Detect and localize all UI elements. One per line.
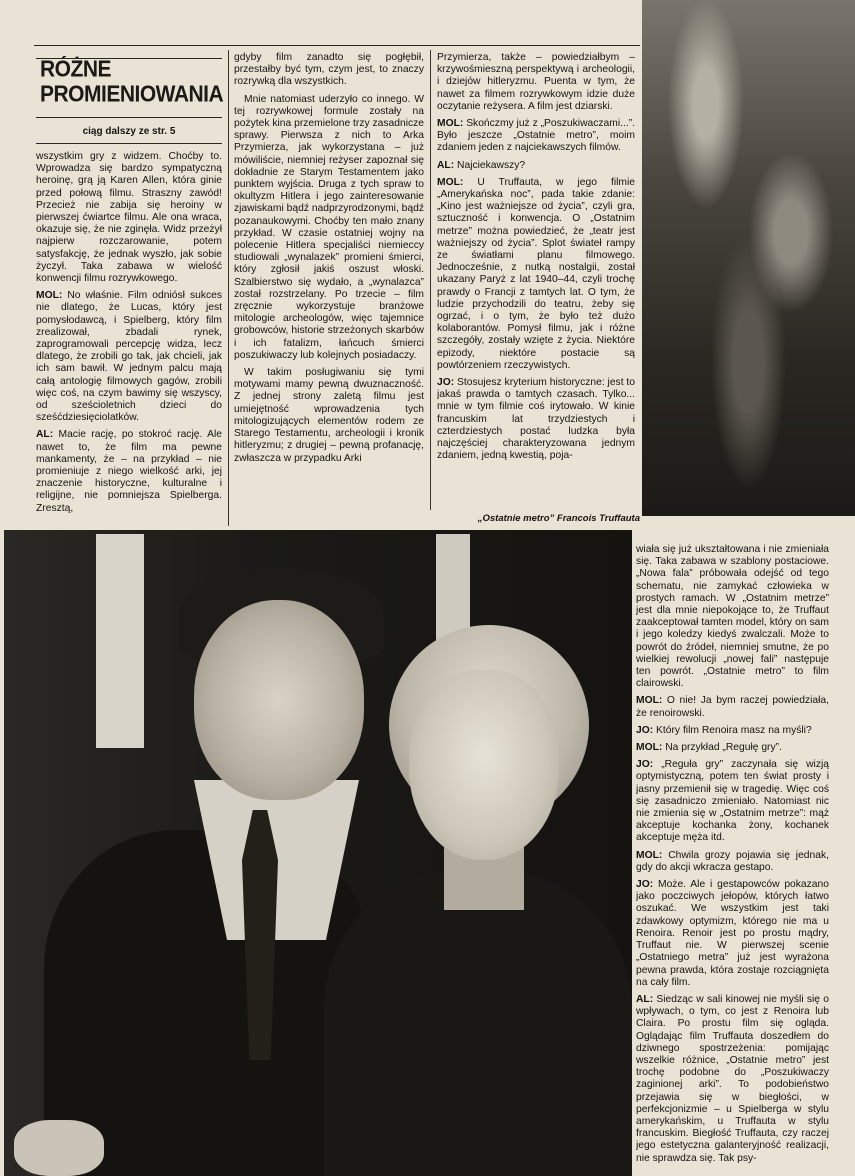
speaker: MOL: [437, 118, 464, 130]
dialogue-text: Na przykład „Regułę gry”. [665, 742, 782, 754]
dialogue-text: Może. Ale i gestapowców pokazano jako poczciwych jełopów, których łatwo oszukać. We wszystkim jest taki zdawkowy optymizm, którego nie ma u Renoira. Renoir jest po prostu mądry, Truffaut nie. W pierwszej scenie „Ostatniego metra” już jest wyrażona pewna prawda, która zostaje rozciągnięta na cały film. [636, 879, 829, 988]
speaker: MOL: [636, 849, 663, 861]
paragraph: W takim posługiwaniu się tymi motywami mamy pewną dwuznaczność. Z jednej strony zaletą filmu jest umiejętność wprowadzenia tych mitologizujących elementów rodem ze Starego Testamentu, archeologii i kronik hitleryzmu; z drugiej – pewną profanację, zwłaszcza w przypadku Arki [234, 367, 424, 464]
paragraph: wszystkim gry z widzem. Choćby to. Wprowadza się bardzo sympatyczną heroinę, grą ją Karen Allen, która ginie przed połową filmu. Straszny zawód! Przecież nie zabija się heroiny w pierwszej ćwiartce filmu. Ale ona wraca, okazuje się, że nie zginęła. Widz przeżył najpierw rozczarowanie, potem satysfakcję, że jednak wyszło, jak sobie życzył. Taka zabawa w wielość konwencji filmu rozrywkowego. [36, 151, 222, 285]
dialogue-paragraph [36, 429, 222, 514]
dialogue-paragraph [636, 725, 829, 737]
speaker: MOL: [636, 742, 663, 754]
dialogue-paragraph [636, 695, 829, 719]
paragraph: gdyby film zanadto się pogłębił, przestałby być tym, czym jest, to znaczy rozrywką dla wszystkich. [234, 52, 424, 88]
column-divider [430, 50, 431, 510]
film-still-top [642, 0, 855, 516]
photo-hand [14, 1120, 104, 1176]
dialogue-paragraph [636, 759, 829, 844]
continued-note: ciąg dalszy ze str. 5 [82, 126, 176, 137]
dialogue-paragraph [437, 377, 635, 462]
speaker: JO: [437, 377, 455, 389]
speaker: MOL: [437, 176, 464, 188]
title-rule-bottom [36, 143, 222, 144]
speaker: AL: [36, 429, 54, 441]
dialogue-paragraph [636, 742, 829, 754]
dialogue-text: Siedząc w sali kinowej nie myśli się o wpływach, o tym, co jest z Renoira lub Claira. Po prostu film się ogląda. Oglądając film Truffauta doszedłem do dziwnego spostrzeżenia: pomijając wszelkie różnice, „Ostatnie metro” jest trochę podobne do „Poszukiwaczy zaginionej arki”. To podobieństwo przejawia się w biegłości, w perfekcjonizmie – u Spielberga w stylu amerykańskim, u Truffauta w stylu francuskim. Biegłość Truffauta, czy raczej jego estetyczna galanteryjność realizacji, nie sprawdza się. Tak psy- [636, 993, 829, 1164]
photo-man-face [194, 600, 364, 800]
photo-window [96, 534, 144, 748]
dialogue-text: Stosujesz kryterium historyczne: jest to jakaś prawda o tamtych czasach. Tylko... mnie w tym filmie coś irytowało. W kinie francuskim lat trzydziestych i czterdziestych postać ludzka była najczęściej charakteryzowana jednym zdaniem, jedną kwestią, poja- [437, 377, 635, 462]
column-divider [228, 50, 229, 526]
dialogue-text: „Reguła gry” zaczynała się wizją optymistyczną, potem ten świat prosty i jasny przemienił się w tragedię. Więc coś się zasadniczo zmieniało. Natomiast nic nie zmienia się w „Ostatnim metrze”: mąż akceptuje kochanka żony, kochanek akceptuje męża itd. [636, 759, 829, 844]
top-rule [34, 45, 640, 46]
article-title-line1: RÓŻNE [40, 57, 111, 82]
title-rule-top [36, 58, 222, 59]
dialogue-text: U Truffauta, w jego filmie „Amerykańska noc”, pada takie zdanie: „Kino jest ważniejsze od życia”, czyli gra, sztuczność i konwencja. O „Ostatnim metrze” można powiedzieć, że „teatr jest ważniejszy od życia”. Splot świateł rampy ze światłami planu filmowego. Jednocześnie, z nutką nostalgii, został ukazany Paryż z lat 1940–44, czyli trochę prawdy o Francji z tamtych lat. O tym, że ludzie przychodzili do teatru, żeby się ogrzać, i o tym, że było też dużo kolaborantów. Pomysł filmu, jak i różne szczegóły, zostały wzięte z życia. Niektóre epizody, niektóre postacie są powtórzeniem rzeczywistych. [437, 176, 635, 371]
photo-woman-body [324, 870, 632, 1176]
dialogue-text: No właśnie. Film odniósł sukces nie dlatego, że Lucas, który jest pomysłodawcą, i Spielberg, który film zrealizował, zbadali rynek, zaprogramowali percepcję widza, lecz dlatego, że zrobili go tak, jak chcieli, jak ich sam bawił. W jednym palcu mają całą antologię filmowych gagów, zrobili więc coś, na czym bawimy się wszyscy, od sześcioletnich dzieci do sześćdziesięciolatków. [36, 290, 222, 424]
speaker: JO: [636, 724, 654, 736]
dialogue-paragraph [36, 290, 222, 424]
paragraph: wiała się już ukształtowana i nie zmieniała się. Taka zabawa w szablony postaciowe. „Nowa fala” próbowała odejść od tego schematu, nie zamykać człowieka w prostych ramach. W „Ostatnim metrze” jest dla mnie niepokojące to, że Truffaut zaakceptował tamten model, który on sam i jego koledzy kiedyś zwalczali. Może to powrót do źródeł, niemniej smutne, że po wielkiej rewolucji „nowej fali” następuje ten powrót. „Ostatnie metro” to film clairowski. [636, 544, 829, 690]
article-title-line2: PROMIENIOWANIA [40, 82, 224, 107]
article-column-4 [636, 544, 829, 1174]
speaker: JO: [636, 759, 654, 771]
paragraph: Przymierza, także – powiedziałbym – krzywośmieszną perspektywą i archeologii, i dziejów hitleryzmu. Puenta w tym, że nawet za filmem rozrywkowym idzie duże oczytanie reżysera. A film jest dziarski. [437, 52, 635, 112]
dialogue-paragraph [437, 160, 635, 172]
article-column-3 [437, 52, 635, 510]
photo-woman-face [409, 670, 559, 860]
photo-caption: „Ostatnie metro” Francois Truffauta [477, 513, 640, 524]
speaker: JO: [636, 879, 654, 891]
dialogue-text: Macie rację, po stokroć rację. Ale nawet to, że film ma pewne mankamenty, że – na przykład – nie promieniuje z niego wielkość arki, jej znaczenie historyczne, kulturalne i religijne, nie pomniejsza Spielberga. Zresztą, [36, 429, 222, 514]
speaker: AL: [636, 993, 654, 1005]
dialogue-paragraph [437, 118, 635, 155]
dialogue-text: Skończmy już z „Poszukiwaczami...”. Było jeszcze „Ostatnie metro”, moim zdaniem jeden z najciekawszych filmów. [437, 118, 635, 154]
speaker: AL: [437, 159, 455, 171]
film-still-main [4, 530, 632, 1176]
article-column-2 [234, 52, 424, 526]
dialogue-text: O nie! Ja bym raczej powiedziała, że renoirowski. [636, 695, 829, 719]
dialogue-paragraph [437, 177, 635, 372]
speaker: MOL: [36, 290, 63, 302]
dialogue-paragraph [636, 850, 829, 874]
speaker: MOL: [636, 695, 663, 707]
dialogue-paragraph [636, 879, 829, 989]
dialogue-text: Który film Renoira masz na myśli? [656, 724, 812, 736]
dialogue-text: Najciekawszy? [457, 159, 526, 171]
title-rule-middle [36, 117, 222, 118]
article-column-1 [36, 151, 222, 526]
dialogue-text: Chwila grozy pojawia się jednak, gdy do akcji wkracza gestapo. [636, 849, 829, 873]
dialogue-paragraph [636, 994, 829, 1165]
paragraph: Mnie natomiast uderzyło co innego. W tej rozrywkowej formule zostały na pożytek kina przemielone trzy zasadnicze sprawy. Pierwsza z nich to Arka Przymierza, jak wykorzystana – już mówiliście, niemniej reżyser zapoznał się dokładnie ze Starym Testamentem jako punktem wyjścia. Druga z tych spraw to okultyzm Hitlera i jego zainteresowanie zjawiskami bądź nadprzyrodzonymi, bądź pozanaukowymi. Choćby ten mało znany przykład. W czasie ostatniej wojny na polecenie Hitlera specjaliści niemieccy studiowali „wynalazek” promieni śmierci, który zgłosił jakiś oszust włoski. Szalbierstwo się wydało, a „wynalazca” został rozstrzelany. Po trzecie – film zręcznie wykorzystuje branżowe mitologie archeologów, więc tajemnice grobowców, historie strzeżonych skarbów i ich fatalizm, łańcuch śmierci poszukiwaczy lub kolejnych posiadaczy. [234, 93, 424, 361]
